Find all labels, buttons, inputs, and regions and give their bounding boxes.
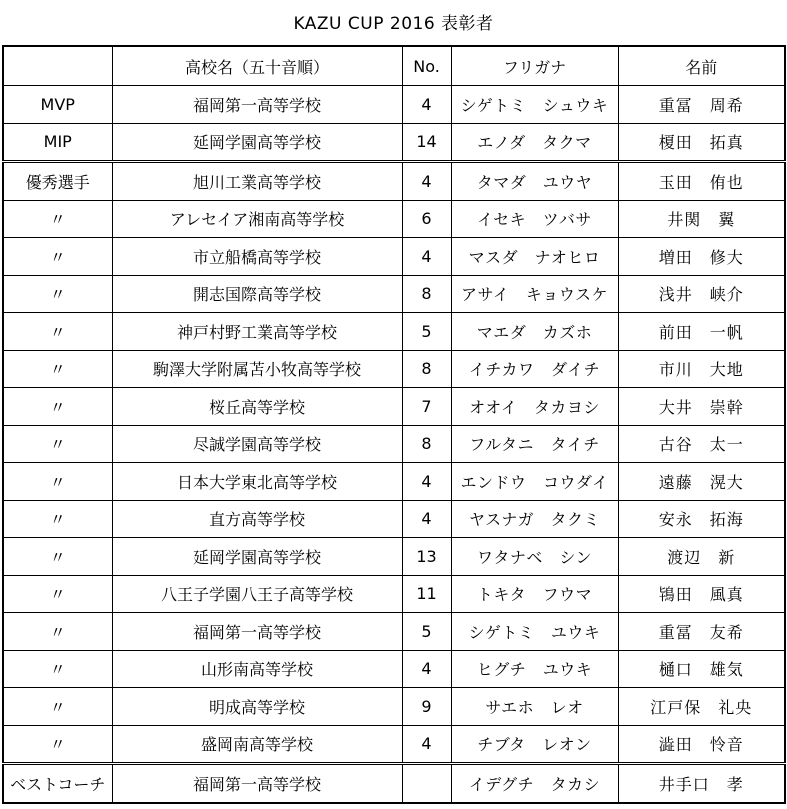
furigana-cell: ヒグチ ユウキ bbox=[451, 650, 618, 688]
number-cell: 13 bbox=[402, 538, 451, 576]
table-row bbox=[3, 688, 785, 726]
furigana-cell: シゲトミ ユウキ bbox=[451, 613, 618, 651]
furigana-cell: ワタナベ シン bbox=[451, 538, 618, 576]
name-cell: 井手口 孝 bbox=[618, 764, 785, 803]
table-row bbox=[3, 238, 785, 276]
number-cell bbox=[402, 764, 451, 803]
table-row bbox=[3, 463, 785, 501]
header-number: No. bbox=[402, 46, 451, 86]
number-cell: 8 bbox=[402, 275, 451, 313]
name-cell: 渡辺 新 bbox=[618, 538, 785, 576]
table-row bbox=[3, 500, 785, 538]
name-cell: 浅井 峡介 bbox=[618, 275, 785, 313]
table-row bbox=[3, 725, 785, 764]
award-cell: MVP bbox=[3, 86, 112, 124]
furigana-cell: イチカワ ダイチ bbox=[451, 350, 618, 388]
number-cell: 4 bbox=[402, 500, 451, 538]
name-cell: 鴇田 風真 bbox=[618, 575, 785, 613]
furigana-cell: マエダ カズホ bbox=[451, 313, 618, 351]
award-cell: 〃 bbox=[3, 613, 112, 651]
award-cell: 〃 bbox=[3, 463, 112, 501]
furigana-cell: イデグチ タカシ bbox=[451, 764, 618, 803]
header-name: 名前 bbox=[618, 46, 785, 86]
name-cell: 井関 翼 bbox=[618, 200, 785, 238]
furigana-cell: チブタ レオン bbox=[451, 725, 618, 764]
table-row bbox=[3, 123, 785, 162]
school-cell: 直方高等学校 bbox=[112, 500, 402, 538]
table-row bbox=[3, 86, 785, 124]
number-cell: 7 bbox=[402, 388, 451, 426]
table-row bbox=[3, 350, 785, 388]
school-cell: 延岡学園高等学校 bbox=[112, 123, 402, 162]
number-cell: 4 bbox=[402, 725, 451, 764]
award-cell: ベストコーチ bbox=[3, 764, 112, 803]
number-cell: 11 bbox=[402, 575, 451, 613]
number-cell: 6 bbox=[402, 200, 451, 238]
name-cell: 重冨 友希 bbox=[618, 613, 785, 651]
table-row bbox=[3, 764, 785, 803]
school-cell: 日本大学東北高等学校 bbox=[112, 463, 402, 501]
award-cell: 〃 bbox=[3, 425, 112, 463]
name-cell: 玉田 侑也 bbox=[618, 162, 785, 201]
number-cell: 5 bbox=[402, 313, 451, 351]
table-row bbox=[3, 313, 785, 351]
name-cell: 遠藤 滉大 bbox=[618, 463, 785, 501]
name-cell: 重冨 周希 bbox=[618, 86, 785, 124]
number-cell: 5 bbox=[402, 613, 451, 651]
school-cell: 盛岡南高等学校 bbox=[112, 725, 402, 764]
furigana-cell: トキタ フウマ bbox=[451, 575, 618, 613]
table-row bbox=[3, 538, 785, 576]
school-cell: 延岡学園高等学校 bbox=[112, 538, 402, 576]
furigana-cell: アサイ キョウスケ bbox=[451, 275, 618, 313]
school-cell: 八王子学園八王子高等学校 bbox=[112, 575, 402, 613]
table-row bbox=[3, 650, 785, 688]
table-header-row bbox=[3, 46, 785, 86]
name-cell: 澁田 怜音 bbox=[618, 725, 785, 764]
name-cell: 増田 修大 bbox=[618, 238, 785, 276]
award-cell: MIP bbox=[3, 123, 112, 162]
school-cell: 市立船橋高等学校 bbox=[112, 238, 402, 276]
name-cell: 市川 大地 bbox=[618, 350, 785, 388]
table-row bbox=[3, 275, 785, 313]
name-cell: 安永 拓海 bbox=[618, 500, 785, 538]
number-cell: 4 bbox=[402, 86, 451, 124]
award-cell: 〃 bbox=[3, 350, 112, 388]
table-row bbox=[3, 388, 785, 426]
number-cell: 4 bbox=[402, 463, 451, 501]
table-row bbox=[3, 200, 785, 238]
award-cell: 〃 bbox=[3, 275, 112, 313]
furigana-cell: フルタニ タイチ bbox=[451, 425, 618, 463]
school-cell: 福岡第一高等学校 bbox=[112, 613, 402, 651]
school-cell: 旭川工業高等学校 bbox=[112, 162, 402, 201]
award-cell: 〃 bbox=[3, 238, 112, 276]
award-cell: 〃 bbox=[3, 650, 112, 688]
school-cell: 福岡第一高等学校 bbox=[112, 86, 402, 124]
school-cell: 桜丘高等学校 bbox=[112, 388, 402, 426]
number-cell: 8 bbox=[402, 350, 451, 388]
header-school: 高校名（五十音順） bbox=[112, 46, 402, 86]
page-title: KAZU CUP 2016 表彰者 bbox=[293, 14, 494, 34]
school-cell: 山形南高等学校 bbox=[112, 650, 402, 688]
school-cell: 開志国際高等学校 bbox=[112, 275, 402, 313]
name-cell: 大井 崇幹 bbox=[618, 388, 785, 426]
award-cell: 〃 bbox=[3, 725, 112, 764]
table-row bbox=[3, 613, 785, 651]
name-cell: 古谷 太一 bbox=[618, 425, 785, 463]
name-cell: 榎田 拓真 bbox=[618, 123, 785, 162]
school-cell: 尽誠学園高等学校 bbox=[112, 425, 402, 463]
award-cell: 〃 bbox=[3, 200, 112, 238]
award-cell: 〃 bbox=[3, 688, 112, 726]
furigana-cell: イセキ ツバサ bbox=[451, 200, 618, 238]
furigana-cell: シゲトミ シュウキ bbox=[451, 86, 618, 124]
school-cell: 神戸村野工業高等学校 bbox=[112, 313, 402, 351]
table-row bbox=[3, 162, 785, 201]
furigana-cell: サエホ レオ bbox=[451, 688, 618, 726]
awards-table bbox=[2, 45, 786, 804]
furigana-cell: エンドウ コウダイ bbox=[451, 463, 618, 501]
school-cell: 駒澤大学附属苫小牧高等学校 bbox=[112, 350, 402, 388]
table-row bbox=[3, 575, 785, 613]
furigana-cell: エノダ タクマ bbox=[451, 123, 618, 162]
header-award bbox=[3, 46, 112, 86]
table-row bbox=[3, 425, 785, 463]
award-cell: 優秀選手 bbox=[3, 162, 112, 201]
number-cell: 8 bbox=[402, 425, 451, 463]
furigana-cell: ヤスナガ タクミ bbox=[451, 500, 618, 538]
award-cell: 〃 bbox=[3, 388, 112, 426]
header-furigana: フリガナ bbox=[451, 46, 618, 86]
school-cell: 明成高等学校 bbox=[112, 688, 402, 726]
number-cell: 9 bbox=[402, 688, 451, 726]
furigana-cell: オオイ タカヨシ bbox=[451, 388, 618, 426]
number-cell: 4 bbox=[402, 162, 451, 201]
award-cell: 〃 bbox=[3, 313, 112, 351]
award-cell: 〃 bbox=[3, 575, 112, 613]
furigana-cell: マスダ ナオヒロ bbox=[451, 238, 618, 276]
number-cell: 14 bbox=[402, 123, 451, 162]
number-cell: 4 bbox=[402, 238, 451, 276]
school-cell: アレセイア湘南高等学校 bbox=[112, 200, 402, 238]
number-cell: 4 bbox=[402, 650, 451, 688]
name-cell: 前田 一帆 bbox=[618, 313, 785, 351]
name-cell: 江戸保 礼央 bbox=[618, 688, 785, 726]
school-cell: 福岡第一高等学校 bbox=[112, 764, 402, 803]
furigana-cell: タマダ ユウヤ bbox=[451, 162, 618, 201]
award-cell: 〃 bbox=[3, 538, 112, 576]
award-cell: 〃 bbox=[3, 500, 112, 538]
name-cell: 樋口 雄気 bbox=[618, 650, 785, 688]
